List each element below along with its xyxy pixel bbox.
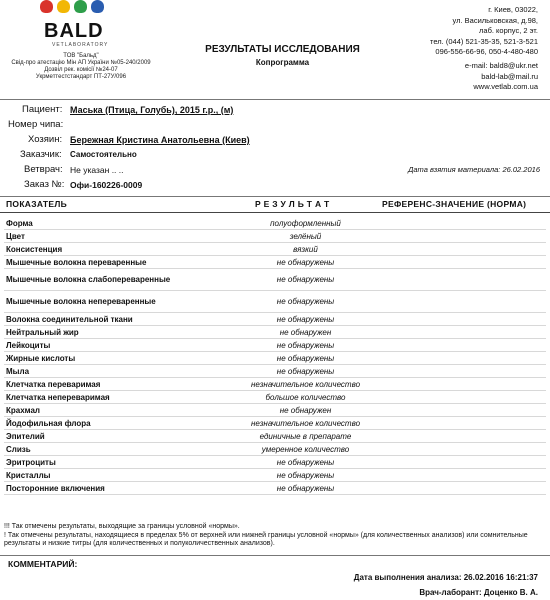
patient-value: Маська (Птица, Голубь), 2015 г.р., (м) [70, 105, 234, 115]
comment-label: КОММЕНТАРИЙ: [8, 559, 78, 569]
doctor-signature: Врач-лаборант: Доценко В. А. [419, 588, 538, 597]
column-header-result: Р Е З У Л Ь Т А Т [255, 199, 330, 209]
table-row: Форма полуоформленный [4, 217, 546, 230]
table-row: Мышечные волокна слабопереваренные не обнаружены [4, 269, 546, 291]
lab-registration: ТОВ "Бальд" Свід-про атестацію Мін АП України №05-240/2009 Дозвіл рек. комісії №24-07 Укрметтестстандарт ПТ-27У/096 [11, 53, 151, 80]
lab-contacts [358, 61, 538, 93]
chip-label: Номер чипа: [8, 119, 64, 130]
lab-brand: BALD [44, 20, 104, 42]
table-row: Клетчатка переваримая незначительное количество [4, 378, 546, 391]
email-1[interactable]: e-mail: bald8@ukr.net [464, 61, 538, 70]
email-2[interactable]: bald-lab@mail.ru [481, 71, 538, 81]
order-label: Заказ №: [24, 179, 65, 190]
website-link[interactable]: www.vetlab.com.ua [473, 82, 538, 91]
table-row: Мышечные волокна непереваренные не обнаружены [4, 291, 546, 313]
document-title: РЕЗУЛЬТАТЫ ИССЛЕДОВАНИЯ [205, 44, 360, 55]
table-row: Эритроциты не обнаружены [4, 456, 546, 469]
table-row: Лейкоциты не обнаружены [4, 339, 546, 352]
table-row: Эпителий единичные в препарате [4, 430, 546, 443]
table-row: Волокна соединительной ткани не обнаружены [4, 313, 546, 326]
analysis-date: Дата выполнения анализа: 26.02.2016 16:21:37 [353, 573, 538, 582]
vet-value: Не указан .. .. [70, 165, 124, 175]
logo-dot-blue [91, 0, 104, 13]
order-value: Офи-160226-0009 [70, 180, 143, 190]
table-row: Клетчатка непереваримая большое количество [4, 391, 546, 404]
patient-label: Пациент: [22, 104, 63, 115]
owner-label: Хозяин: [28, 134, 63, 145]
document-subtitle: Копрограмма [255, 58, 310, 67]
table-row: Цвет зелёный [4, 230, 546, 243]
vet-label: Ветврач: [24, 164, 63, 175]
note-out-of-range: !!! Так отмечены результаты, выходящие за границы условной «нормы». [4, 523, 240, 530]
table-row: Слизь умеренное количество [4, 443, 546, 456]
table-row: Нейтральный жир не обнаружен [4, 326, 546, 339]
logo-dot-green [74, 0, 87, 13]
results-table [4, 217, 546, 495]
table-row: Посторонние включения не обнаружены [4, 482, 546, 495]
lab-address: г. Киев, 03022, ул. Васильковская, д.98, лаб. корпус, 2 эт. тел. (044) 521-35-35, 521-3-521 096-556-66-96, 050-4-480-480 [430, 5, 538, 56]
table-row: Крахмал не обнаружен [4, 404, 546, 417]
table-row: Кристаллы не обнаружены [4, 469, 546, 482]
table-header-divider [0, 212, 550, 213]
header-divider [0, 99, 550, 100]
footer-divider [0, 555, 550, 556]
table-row: Мыла не обнаружены [4, 365, 546, 378]
table-row: Жирные кислоты не обнаружены [4, 352, 546, 365]
lab-tagline: VETLABORATORY [52, 42, 109, 48]
table-top-divider [0, 196, 550, 197]
client-label: Заказчик: [20, 149, 62, 160]
logo-dot-red [40, 0, 53, 13]
logo-dot-yellow [57, 0, 70, 13]
table-row: Консистенция вязкий [4, 243, 546, 256]
owner-value: Бережная Кристина Анатольевна (Киев) [70, 135, 250, 145]
column-header-reference: РЕФЕРЕНС-ЗНАЧЕНИЕ (НОРМА) [382, 199, 527, 209]
legend-notes [4, 523, 544, 549]
column-header-param: ПОКАЗАТЕЛЬ [6, 199, 68, 209]
sample-date: Дата взятия материала: 26.02.2016 [408, 165, 540, 174]
table-row: Мышечные волокна переваренные не обнаружены [4, 256, 546, 269]
lab-logo [40, 0, 112, 18]
note-borderline: ! Так отмечены результаты, находящиеся в пределах 5% от верхней или нижней границы условной «нормы» (для количественных анализов) или сомнительные результаты и низкие титры (для количественных и полуколичественных анализов). [4, 531, 528, 547]
client-value: Самостоятельно [70, 150, 137, 159]
table-row: Йодофильная флора незначительное количество [4, 417, 546, 430]
